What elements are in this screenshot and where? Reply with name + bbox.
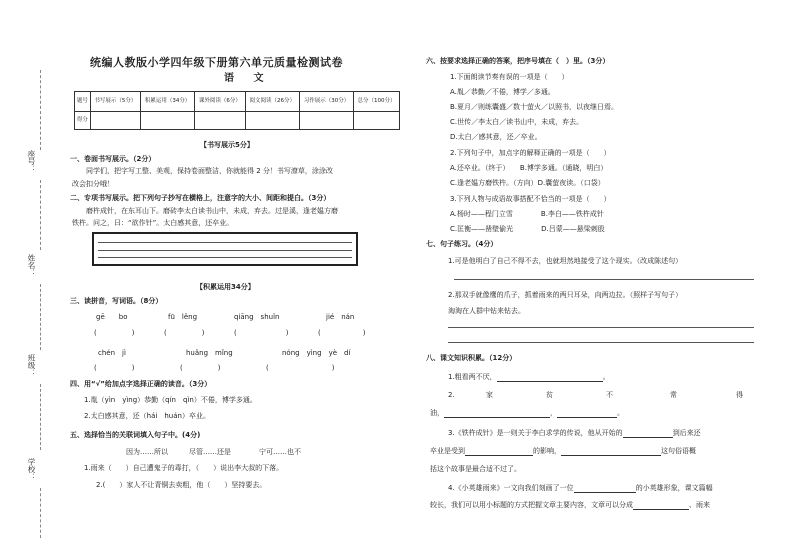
section-8-question-4 <box>448 484 713 493</box>
section-7-heading: 七、句子练习。（4分） <box>426 240 498 248</box>
score-table <box>74 91 400 130</box>
question-text: 1.粗看两不厌， <box>448 373 497 381</box>
writing-line <box>98 257 352 258</box>
fill-blank[interactable] <box>561 455 661 456</box>
section-8-question-4-line2 <box>430 501 710 510</box>
writing-line <box>98 242 352 243</box>
section-8-question-3-line2 <box>430 447 696 456</box>
fill-blank[interactable] <box>623 437 673 438</box>
right-column <box>426 0 766 550</box>
score-cell[interactable] <box>141 112 195 130</box>
question-stem[interactable]: 3.下列人物与成语故事搭配不恰当的一项是（ ） <box>450 195 611 203</box>
question-text: 2. <box>448 391 455 399</box>
section-4-heading: 四、用“√”给加点字选择正确的读音。（3分） <box>70 380 212 388</box>
answer-line[interactable] <box>448 342 754 343</box>
section-3-heading: 三、读拼音，写词语。（8分） <box>70 297 163 305</box>
section-7-question: 1.可是他明白了自己不得不去，也就坦然地接受了这个现实。（改成陈述句） <box>448 257 683 265</box>
section-1-heading: 一、卷面书写展示。（2分） <box>70 155 156 163</box>
answer-brackets[interactable]: ( ) <box>266 364 335 372</box>
class-label: 班级： <box>27 354 36 377</box>
question-text: 得 <box>736 391 743 399</box>
section-8-question-2-tail: 油， ， 。 <box>430 409 624 417</box>
score-cell[interactable] <box>245 112 299 130</box>
margin-dashed-line <box>40 488 41 538</box>
section-6-heading: 六、按要求选择正确的答案，把序号填在（ ）里。（3分） <box>426 57 610 65</box>
accumulate-section-header: 【积累运用34分】 <box>196 283 255 291</box>
answer-option: A.胤／恭勤／不倦，博学／多通。 <box>450 88 555 96</box>
section-2-text: 铁杵。问之，曰：“欲作针”。太白感其意，还卒业。 <box>72 219 234 227</box>
section-4-question[interactable]: 2.太白感其意，还（hái huán）卒业。 <box>84 412 210 420</box>
answer-line[interactable] <box>448 327 754 328</box>
left-column <box>68 0 408 550</box>
pinyin-item: jié nán <box>326 313 355 321</box>
pinyin-item: chén jì <box>98 349 126 357</box>
pinyin-item: nóng yìng yè dí <box>282 349 351 357</box>
question-text: 较长，我们可以用小标题的方式把握文章主要内容，文章可以分成 <box>430 501 633 509</box>
score-header-cell: 书写展示（5分） <box>90 92 140 112</box>
writing-line <box>98 250 352 251</box>
question-stem[interactable]: 1.下面朗读节奏有误的一项是（ ） <box>450 73 569 81</box>
score-header-cell: 习作展示（30分） <box>299 92 353 112</box>
answer-option: C.世传／李太白／读书山中，未成，弃去。 <box>450 118 584 126</box>
section-2-heading: 二、专项书写展示。把下列句子抄写在横格上，注意字的大小、间距和提白。（3分） <box>70 194 331 202</box>
question-text: 的影响， <box>533 447 561 455</box>
school-label: 学校： <box>27 458 36 481</box>
score-cell[interactable] <box>90 112 140 130</box>
seat-label: 座号： <box>27 150 36 173</box>
fill-blank[interactable] <box>574 492 636 493</box>
fill-blank[interactable] <box>557 417 617 418</box>
margin-dashed-line <box>40 384 41 450</box>
fill-blank[interactable] <box>465 455 533 456</box>
answer-brackets[interactable]: ( ) <box>164 329 205 337</box>
question-text: 不 <box>606 391 613 399</box>
score-cell[interactable] <box>354 112 400 130</box>
answer-option: D.太白／感其意，还／卒业。 <box>450 133 542 141</box>
question-text: 油， <box>430 409 444 417</box>
answer-brackets[interactable]: ( ) <box>94 329 135 337</box>
score-cell[interactable] <box>195 112 245 130</box>
section-1-text: 同学们，把字写工整、美观，保持卷面整洁，你就能得 2 分！书写潦草，涂涂改 <box>86 167 333 175</box>
answer-option: A.杨时——程门立雪 B.李白——铁杵成针 <box>450 210 604 218</box>
answer-option: C.匡衡——凿壁偷光 D.吕蒙——悬梁刺股 <box>450 225 605 233</box>
handwriting-box[interactable] <box>92 232 358 266</box>
binding-margin <box>0 0 60 550</box>
section-5-question[interactable]: 1.雨来（ ）自己遭鬼子的毒打，（ ）说出李大叔的下落。 <box>84 464 284 472</box>
answer-option: B.夏月／则练囊盛／数十萤火／以照书，以夜继日焉。 <box>450 103 619 111</box>
question-text: 贫 <box>546 391 553 399</box>
fill-blank[interactable] <box>444 417 550 418</box>
section-4-question[interactable]: 1.胤（yìn yìng）恭勤（qín qìn）不倦，博学多通。 <box>84 396 257 404</box>
question-text: 、雨来 <box>689 501 710 509</box>
section-8-heading: 八、课文知识积累。（12分） <box>426 354 517 362</box>
answer-option: C.逢老媪方磨铁杵。（方向）D.囊萤夜读。（口袋） <box>450 179 605 187</box>
section-1-text: 改会扣分哦！ <box>72 180 114 188</box>
section-8-question-3 <box>448 429 701 438</box>
score-cell[interactable] <box>299 112 353 130</box>
section-8-question-1: 1.粗看两不厌， 。 <box>448 373 610 381</box>
answer-brackets[interactable]: ( ) <box>180 364 221 372</box>
margin-dashed-line <box>40 284 41 350</box>
answer-brackets[interactable]: ( ) <box>318 329 366 337</box>
name-label: 姓名： <box>27 254 36 277</box>
score-header-cell: 课外阅读（6分） <box>195 92 245 112</box>
pinyin-item: gē bo <box>96 313 128 321</box>
pinyin-item: fū lěng <box>168 313 198 321</box>
question-text: 这句俗语概 <box>661 447 696 455</box>
score-header-cell: 总分（100分） <box>354 92 400 112</box>
score-header-cell: 积累运用（34分） <box>141 92 195 112</box>
section-5-question[interactable]: 2.( ）家人不让青铜去卖粗，他（ ）坚持要去。 <box>96 481 267 489</box>
question-text: 卒业是受到 <box>430 447 465 455</box>
question-text: 4.《小英雄雨来》一文向我们刻画了一位 <box>448 484 574 492</box>
margin-dashed-line <box>40 180 41 250</box>
question-stem[interactable]: 2.下列句子中，加点字的解释正确的一项是（ ） <box>450 149 611 157</box>
question-text: 家 <box>486 391 493 399</box>
answer-line[interactable] <box>454 279 754 280</box>
conjunction-options: 因为……所以 尽管……还是 宁可……也不 <box>126 448 301 456</box>
section-8-question-3-line3: 括这个故事是最合适不过了。 <box>430 465 521 473</box>
fill-blank[interactable] <box>633 509 689 510</box>
pinyin-item: qiāng shuǐn <box>234 313 280 321</box>
question-text: 到后来还 <box>672 429 701 437</box>
score-header-cell: 阅文阅读（26分） <box>245 92 299 112</box>
answer-option: A.还卒业。（终于） B.博学多通。（通晓，明白） <box>450 164 608 172</box>
writing-section-header: 【书写展示5分】 <box>200 141 254 149</box>
question-text: 3.《铁杵成针》是一则关于李白求学的传说，他从开始的 <box>448 429 623 437</box>
section-7-question: 2.那双手就像鹰的爪子，抓着雨来的两只耳朵，向两边拉。（照样子写句子） <box>448 291 683 299</box>
section-2-text: 磨杵成针，在东耳山下。磨砖李太白读书山中，未成，弃去。过是溪，逢老媪方磨 <box>86 207 338 215</box>
answer-brackets[interactable]: ( ) <box>234 329 289 337</box>
score-row-label: 得分 <box>75 112 91 130</box>
question-text: 的小英雄形象，课文篇幅 <box>635 484 713 492</box>
exam-subject: 语 文 <box>224 73 272 84</box>
exam-title: 统编人教版小学四年级下册第六单元质量检测试卷 <box>90 56 343 69</box>
question-text: 常 <box>670 391 677 399</box>
section-5-heading: 五、选择恰当的关联词填入句子中。(4分) <box>70 431 201 439</box>
margin-dashed-line <box>40 70 41 150</box>
answer-brackets[interactable]: ( ) <box>94 364 135 372</box>
section-7-example: 淘淘在人群中钻来钻去。 <box>448 307 525 315</box>
pinyin-item: huǎng mǐng <box>186 349 233 357</box>
fill-blank[interactable] <box>497 381 603 382</box>
score-header-cell: 题号 <box>75 92 91 112</box>
